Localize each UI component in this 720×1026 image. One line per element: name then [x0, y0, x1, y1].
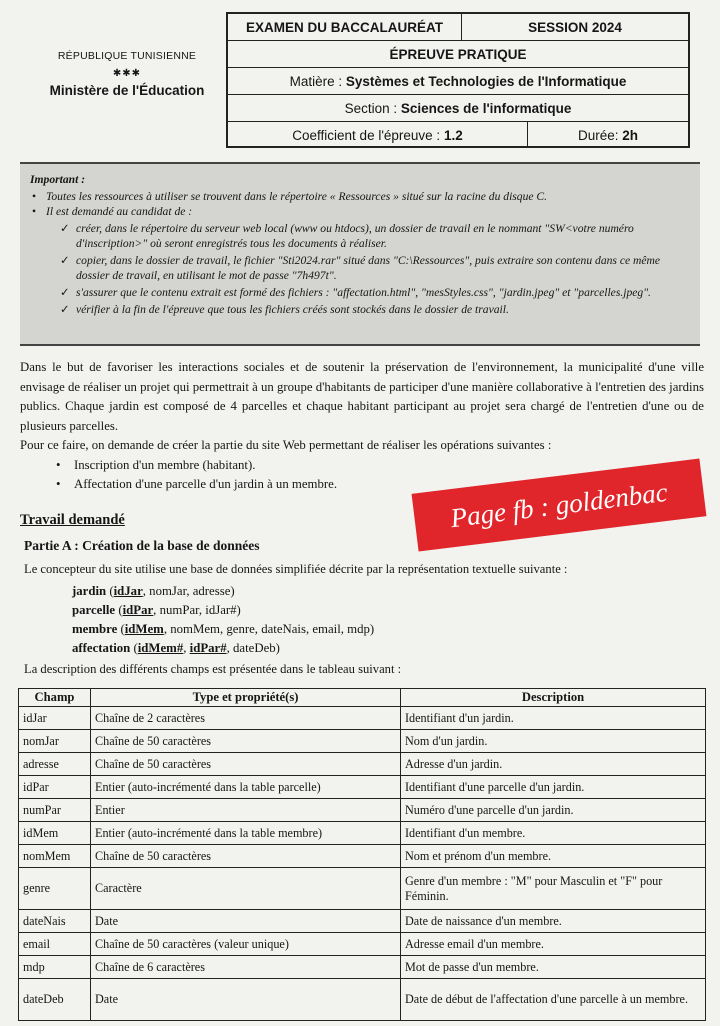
- intro-paragraph: Dans le but de favoriser les interactions sociales et de soutenir la préservation de l'environnement, la municipalité d'une ville envisage de réaliser un projet qui permettrait à un groupe d'habitants de participer d'une manière collaborative à l'entretien des jardins publics. Chaque jardin est composé de 4 parcelles et chaque habitant participant au projet sera chargé de l'entretien d'une ou de plusieurs parcelles.: [20, 360, 704, 433]
- epreuve-type: ÉPREUVE PRATIQUE: [228, 41, 688, 68]
- check-item: ✓ vérifier à la fin de l'épreuve que tous les fichiers créés sont stockés dans le dossier de travail.: [30, 302, 690, 317]
- matiere-value: Systèmes et Technologies de l'Informatique: [345, 73, 627, 89]
- table-row: email Chaîne de 50 caractères (valeur unique) Adresse email d'un membre.: [19, 933, 706, 956]
- schema-parcelle: parcelle (idPar, numPar, idJar#): [72, 603, 241, 617]
- table-intro: La description des différents champs est présentée dans le tableau suivant :: [24, 662, 402, 676]
- ministry-name: Ministère de l'Éducation: [49, 83, 205, 98]
- intro-request: Pour ce faire, on demande de créer la partie du site Web permettant de réaliser les opérations suivantes :: [20, 438, 552, 452]
- check-item: ✓ copier, dans le dossier de travail, le fichier "Sti2024.rar" situé dans "C:\Ressources", puis extraire son contenu dans ce même dossier de travail, en utilisant le mot de passe "7h497t".: [30, 253, 690, 283]
- duree-cell: [528, 128, 688, 143]
- header-description: Description: [401, 689, 706, 707]
- table-row: numPar Entier Numéro d'une parcelle d'un jardin.: [19, 799, 706, 822]
- coef-value: 1.2: [443, 127, 463, 143]
- operation-item: • Inscription d'un membre (habitant).: [20, 456, 704, 476]
- part-a-heading: Partie A : Création de la base de données: [24, 538, 260, 553]
- table-row: dateDeb Date Date de début de l'affectation d'une parcelle à un membre.: [19, 979, 706, 1021]
- country-name: RÉPUBLIQUE TUNISIENNE: [57, 50, 197, 62]
- table-row: nomMem Chaîne de 50 caractères Nom et prénom d'un membre.: [19, 845, 706, 868]
- coef-cell: [228, 122, 528, 148]
- table-header-row: [19, 689, 706, 707]
- session-label: SESSION 2024: [528, 19, 622, 35]
- section-heading: Travail demandé: [20, 512, 125, 528]
- schema-intro: Le concepteur du site utilise une base de données simplifiée décrite par la représentation textuelle suivante :: [24, 562, 568, 576]
- stars-emblem: ✱✱✱: [112, 68, 142, 79]
- duree-value: 2h: [622, 127, 639, 143]
- check-item: ✓ s'assurer que le contenu extrait est formé des fichiers : "affectation.html", "mesStyles.css", "jardin.jpeg" et "parcelles.jpeg".: [30, 285, 690, 300]
- important-item: • Toutes les ressources à utiliser se trouvent dans le répertoire « Ressources » situé sur la racine du disque C.: [30, 189, 690, 204]
- important-box: [20, 162, 700, 346]
- header-type: Type et propriété(s): [91, 689, 401, 707]
- table-row: idJar Chaîne de 2 caractères Identifiant d'un jardin.: [19, 707, 706, 730]
- section-value: Sciences de l'informatique: [400, 100, 572, 116]
- section-label: Section :: [344, 100, 398, 116]
- header-row-exam: [228, 14, 688, 41]
- watermark-banner: Page fb : goldenbac: [412, 459, 707, 552]
- coef-label: Coefficient de l'épreuve :: [292, 127, 441, 143]
- important-list: [30, 189, 690, 317]
- check-item: ✓ créer, dans le répertoire du serveur web local (www ou htdocs), un dossier de travail en le nommant "SW<votre numéro d'inscription>" où seront enregistrés tous les documents à réaliser.: [30, 221, 690, 251]
- fields-table: [18, 688, 706, 1021]
- schema-jardin: jardin (idJar, nomJar, adresse): [72, 584, 235, 598]
- table-row: dateNais Date Date de naissance d'un membre.: [19, 910, 706, 933]
- table-row: mdp Chaîne de 6 caractères Mot de passe d'un membre.: [19, 956, 706, 979]
- header-issuer: [20, 14, 234, 144]
- exam-title: EXAMEN DU BACCALAURÉAT: [228, 14, 462, 40]
- duree-label: Durée:: [577, 127, 619, 143]
- header-row-matiere: [228, 68, 688, 95]
- header-champ: Champ: [19, 689, 91, 707]
- important-title: Important :: [30, 173, 86, 186]
- table-row: idPar Entier (auto-incrémenté dans la table parcelle) Identifiant d'une parcelle d'un jardin.: [19, 776, 706, 799]
- table-row: idMem Entier (auto-incrémenté dans la table membre) Identifiant d'un membre.: [19, 822, 706, 845]
- schema-membre: membre (idMem, nomMem, genre, dateNais, email, mdp): [72, 622, 375, 636]
- header-row-coef: [228, 122, 688, 148]
- important-item: • Il est demandé au candidat de :: [30, 204, 690, 219]
- db-schema: [72, 582, 374, 658]
- table-row: nomJar Chaîne de 50 caractères Nom d'un jardin.: [19, 730, 706, 753]
- matiere-label: Matière :: [289, 73, 343, 89]
- table-row: genre Caractère Genre d'un membre : "M" pour Masculin et "F" pour Féminin.: [19, 868, 706, 910]
- header-exam-box: [226, 12, 690, 148]
- table-row: adresse Chaîne de 50 caractères Adresse d'un jardin.: [19, 753, 706, 776]
- operation-item: • Affectation d'une parcelle d'un jardin à un membre.: [20, 475, 704, 495]
- schema-affectation: affectation (idMem#, idPar#, dateDeb): [72, 641, 280, 655]
- exam-page: [14, 6, 714, 1022]
- header-row-section: [228, 95, 688, 122]
